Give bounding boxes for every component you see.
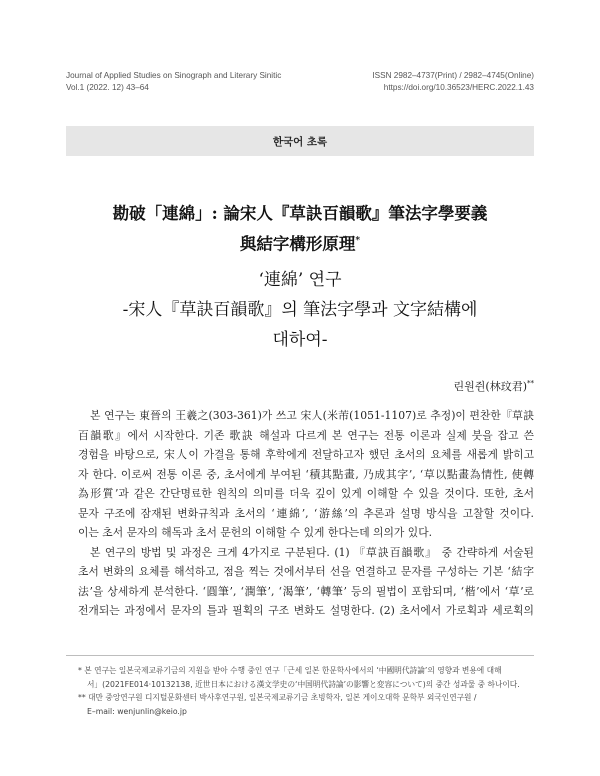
- subtitle-line1: ‘連綿’ 연구: [258, 270, 342, 290]
- paper-title-line2: [66, 228, 534, 258]
- abstract-line: 초서 변화의 요체를 해석하고, 점을 찍는 것에서부터 선을 연결하고 문자를 구성하는 기본 ‘結字: [78, 565, 534, 578]
- abstract-line: 자 한다. 이로써 전통 이론 중, 초서에게 부여된 ‘積其點畫, 乃成其字’, ‘草以點畫為情性, 使轉: [78, 467, 534, 481]
- journal-volume: Vol.1 (2022. 12) 43–64: [66, 83, 149, 92]
- footnote-line: 서」(2021FE014·10132138, 近世日本における漢文学史の‘中国明代詩論’の影響と変容について)의 중간 성과물 중 하나이다.: [87, 679, 520, 689]
- footnote-email[interactable]: E–mail: wenjunlin@keio.jp: [87, 706, 187, 716]
- title-footnote-mark[interactable]: *: [355, 236, 361, 246]
- abstract-line: 본 연구는 東晉의 王羲之(303-361)가 쓰고 宋人(米芾(1051-1107)로 추정)이 편찬한『草訣: [90, 409, 534, 422]
- author: [454, 378, 534, 394]
- journal-header: [66, 70, 281, 94]
- abstract-body: [78, 406, 534, 621]
- issn: ISSN 2982–4737(Print) / 2982–4745(Online): [372, 71, 534, 80]
- author-name: 린원쥔(林玟君): [453, 380, 527, 393]
- author-footnote-mark[interactable]: **: [527, 379, 534, 388]
- doi-link[interactable]: https://doi.org/10.36523/HERC.2022.1.43: [383, 83, 534, 92]
- abstract-line: 이는 초서 문자의 해독과 초서 문헌의 이해할 수 있게 한다는데 의의가 있다.: [78, 526, 433, 539]
- abstract-line: 為形質’과 같은 간단명료한 원칙의 의미를 더욱 깊이 있게 이해할 수 있을 것이다. 또한, 초서: [78, 487, 534, 500]
- paper-title-line1: 勘破「連綿」: 論宋人『草訣百韻歌』筆法字學要義: [112, 204, 488, 223]
- section-label: 한국어 초록: [66, 126, 534, 156]
- journal-title: Journal of Applied Studies on Sinograph and Literary Sinitic: [66, 71, 282, 80]
- abstract-line: 전개되는 과정에서 문자의 틀과 필획의 구조 변화도 설명한다. (2) 초서에서 가로획과 세로획의: [78, 604, 534, 617]
- issn-header: [372, 70, 534, 94]
- subtitle-line2: -宋人『草訣百韻歌』의 筆法字學과 文字結構에: [122, 300, 478, 320]
- footnotes: [78, 664, 534, 718]
- abstract-line: 法’을 상세하게 분석한다. ‘圓筆’, ‘潤筆’, ‘渴筆’, ‘轉筆’ 등의 필법이 포함되며, ‘楷’에서 ‘草’로: [78, 584, 534, 598]
- abstract-line: 본 연구의 방법 및 과정은 크게 4가지로 구분된다. (1) 『草訣百韻歌』 중 간략하게 서술된: [90, 545, 534, 559]
- footnote-line: ** 대만 중앙연구원 디지털문화센터 박사후연구원, 일본국제교류기금 초빙학자, 일본 게이오대학 문학부 외국인연구원 /: [78, 693, 477, 703]
- subtitle-line3: 대하여-: [272, 330, 328, 350]
- footnote-divider: [66, 655, 534, 656]
- abstract-line: 경험을 바탕으로, 宋人이 가결을 통해 후학에게 전달하고자 했던 초서의 요체를 새롭게 밝히고: [78, 448, 534, 461]
- abstract-line: 문자 구조에 잠재된 변화규칙과 초서의 ‘連綿’, ‘游絲’의 추론과 설명 방식을 고찰할 것이다.: [78, 506, 534, 520]
- footnote-line: * 본 연구는 일본국제교류기금의 지원을 받아 수행 중인 연구「근세 일본 한문학사에서의 ‘中國明代詩論’의 영향과 변용에 대해: [78, 666, 502, 675]
- abstract-line: 百韻歌』에서 시작한다. 기존 歌訣 해설과 다르게 본 연구는 전통 이론과 실제 붓을 잡고 쓴: [78, 428, 534, 442]
- paper-title-line2-text: 與結字構形原理: [239, 234, 356, 254]
